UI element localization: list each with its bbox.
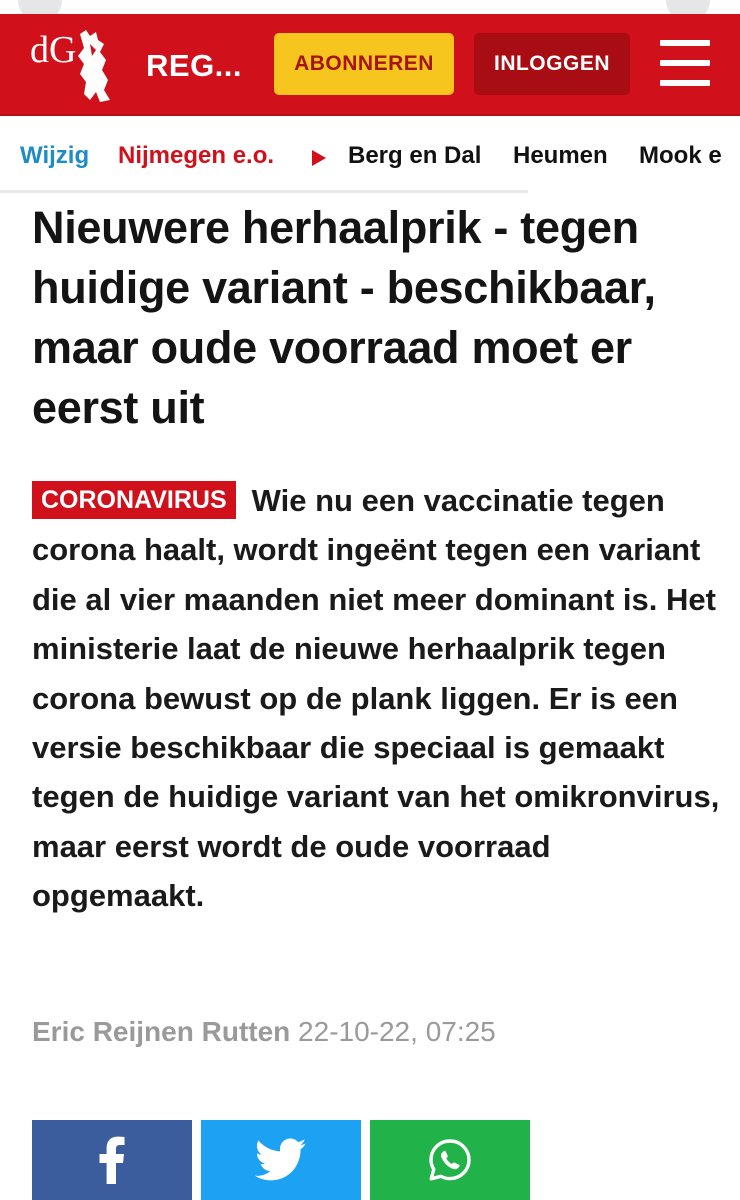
publish-date: 22-10-22, 07:25 (298, 1016, 496, 1047)
facebook-icon (98, 1136, 126, 1184)
share-whatsapp-button[interactable] (370, 1120, 530, 1200)
region-nav (0, 116, 740, 192)
article-headline: Nieuwere herhaalprik - tegen huidige variant - beschikbaar, maar oude voorraad moet er eerst uit (32, 202, 656, 433)
site-header (0, 14, 740, 116)
lead-text: Wie nu een vaccinatie tegen corona haalt, wordt ingeënt tegen een variant die al vier maanden niet meer dominant is. Het ministerie laat de nieuwe herhaalprik tegen corona bewust op de plank liggen. Er is een versie beschikbaar die speciaal is gemaakt tegen de huidige variant van het omikronvirus, maar eerst wordt de oude voorraad opgemaakt. (32, 483, 720, 914)
share-twitter-button[interactable] (201, 1120, 361, 1200)
menu-bar (660, 60, 710, 66)
logo-letters: dG (30, 29, 77, 71)
brand-name[interactable]: REG... (146, 48, 243, 83)
menu-bar (660, 40, 710, 46)
hamburger-menu-icon[interactable] (660, 40, 710, 88)
article-lead (32, 476, 722, 921)
nav-divider (0, 190, 528, 193)
subregion-link[interactable]: Mook e (639, 142, 722, 169)
author-name[interactable]: Eric Reijnen Rutten (32, 1016, 291, 1047)
twitter-icon (255, 1138, 307, 1182)
menu-bar (660, 80, 710, 86)
subregion-link[interactable]: Berg en Dal (348, 142, 482, 169)
byline (32, 1014, 496, 1050)
subscribe-button[interactable]: ABONNEREN (274, 33, 454, 95)
current-region-link[interactable]: Nijmegen e.o. (118, 142, 275, 169)
triangle-right-icon (312, 150, 326, 166)
edit-region-link[interactable]: Wijzig (20, 142, 90, 169)
share-facebook-button[interactable] (32, 1120, 192, 1200)
dg-logo[interactable] (26, 26, 118, 106)
top-strip (0, 0, 740, 14)
category-badge[interactable]: CORONAVIRUS (32, 481, 236, 519)
whatsapp-icon (428, 1138, 472, 1182)
subregion-link[interactable]: Heumen (513, 142, 608, 169)
horse-emblem-icon (78, 30, 110, 102)
login-button[interactable]: INLOGGEN (474, 33, 630, 95)
